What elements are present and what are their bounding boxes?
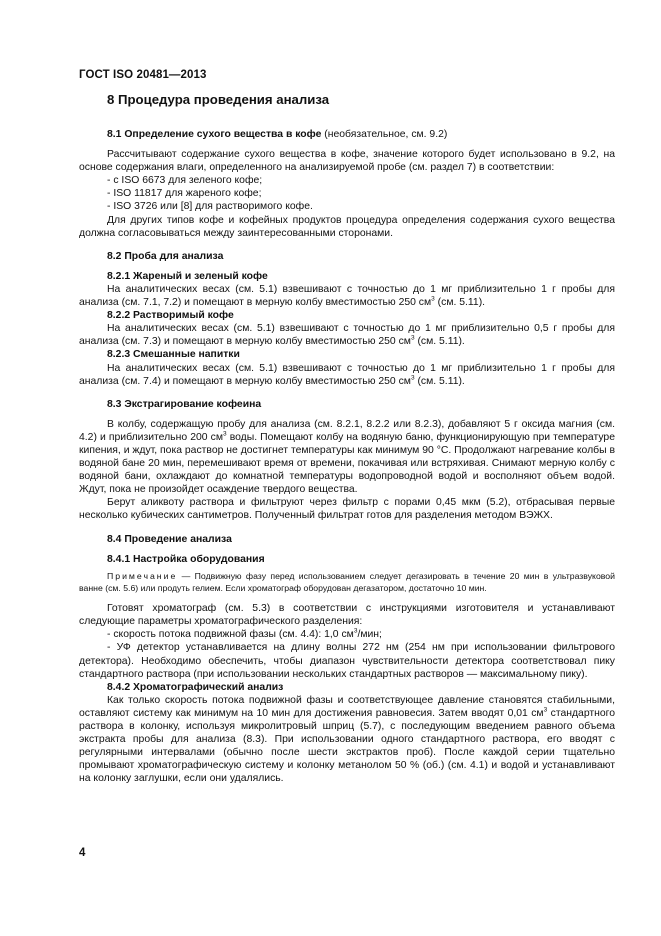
list-item-iso-6673: - с ISO 6673 для зеленого кофе; bbox=[107, 175, 263, 187]
text-8-2-3-a: На аналитических весах (см. 5.1) взвешивают с точностью до 1 мг приблизительно 1 г пробы для анализа (см. 7.4) и помещают в мерную колбу вместимостью 250 см bbox=[79, 362, 615, 387]
text-8-2-2-b: (см. 5.11). bbox=[414, 336, 465, 348]
subsection-8-4-title: 8.4 Проведение анализа bbox=[107, 533, 232, 545]
document-body bbox=[79, 92, 615, 785]
superscript-3: 3 bbox=[222, 430, 227, 438]
text-8-3-a: В колбу, содержащую пробу для анализа (см. 8.2.1, 8.2.2 или 8.2.3), добавляют 5 г оксида магния (см. 4.2) и приблизительно 200 см bbox=[79, 418, 615, 443]
paragraph-8-1-intro: Рассчитывают содержание сухого вещества в кофе, значение которого будет использовано в 9.2, на основе содержания влаги, определенного на анализируемой пробе (см. раздел 7) в соответствии: bbox=[79, 149, 615, 174]
subsection-8-1-title: 8.1 Определение сухого вещества в кофе bbox=[107, 129, 322, 140]
paragraph-8-2-1 bbox=[79, 283, 615, 309]
subsection-8-3-title: 8.3 Экстрагирование кофеина bbox=[107, 398, 262, 410]
page-number: 4 bbox=[79, 847, 86, 859]
subsection-8-1-heading bbox=[79, 128, 615, 141]
paragraph-8-2-2 bbox=[79, 322, 615, 348]
subsection-8-1-note: (необязательное, см. 9.2) bbox=[324, 129, 448, 140]
paragraph-8-4-1-setup: Готовят хроматограф (см. 5.3) в соответствии с инструкциями изготовителя и устанавливают следующие параметры хроматографического разделения: bbox=[79, 603, 615, 628]
subsection-8-2-title: 8.2 Проба для анализа bbox=[107, 250, 224, 262]
text-flow-rate-a: - скорость потока подвижной фазы (см. 4.4): 1,0 см bbox=[107, 629, 354, 641]
text-8-2-1-b: (см. 5.11). bbox=[434, 297, 486, 309]
superscript-3: 3 bbox=[543, 706, 548, 714]
text-8-2-1-a: На аналитических весах (см. 5.1) взвешивают с точностью до 1 мг приблизительно 1 г пробы для анализа (см. 7.1, 7.2) и помещают в мерную колбу вместимостью 250 см bbox=[79, 283, 615, 309]
text-8-2-2-a: На аналитических весах (см. 5.1) взвешивают с точностью до 1 мг приблизительно 0,5 г пробы для анализа (см. 7.3) и помещают в мерную колбу вместимостью 250 см bbox=[79, 323, 615, 348]
subsection-8-2-2-title: 8.2.2 Растворимый кофе bbox=[107, 310, 234, 322]
note-text: — Подвижную фазу перед использованием следует дегазировать в течение 20 мин в ультразвуковой ванне (см. 5.6) или продуть гелием. Если хроматограф оборудован дегазатором, достаточно 10 мин. bbox=[79, 570, 615, 593]
text-flow-rate-b: /мин; bbox=[357, 629, 382, 641]
list-item-flow-rate bbox=[79, 628, 615, 641]
text-8-4-2-b: стандартного раствора в колонку, используя микролитровый шприц (5.7), с последующим введением равного объема экстракта пробы для анализа (8.3). При использовании одного стандартного раствора, его вводят с регулярными интервалами (обычно после шести экстрактов проб). После каждой серии тщательно промывают хроматографическую систему и колонку метанолом 50 % (об.) (см. 4.1) и водой и устанавливают на колонку заглушки, если они удалялись. bbox=[79, 707, 615, 785]
subsection-8-4-1-title: 8.4.1 Настройка оборудования bbox=[107, 553, 265, 565]
superscript-3: 3 bbox=[431, 295, 435, 303]
paragraph-8-4-2-analysis bbox=[79, 694, 615, 786]
document-code-header: ГОСТ ISO 20481—2013 bbox=[79, 69, 207, 81]
note-degassing bbox=[79, 570, 615, 594]
subsection-8-4-2-title: 8.4.2 Хроматографический анализ bbox=[107, 681, 284, 693]
superscript-3: 3 bbox=[410, 374, 415, 382]
superscript-3: 3 bbox=[353, 627, 358, 635]
text-8-3-b: воды. Помещают колбу на водяную баню, функционирующую при температуре кипения, и ждут, пока раствор не достигнет температуры как минимум 90 °С. Продолжают нагревание колбы в водяной бане 20 мин, перемешивают время от времени, покачивая или встряхивая. Снимают мерную колбу с водяной бани, охлаждают до комнатной температуры водопроводной водой и восполняют объем водой. Ждут, пока не произойдет осаждение твердого вещества. bbox=[79, 431, 615, 496]
subsection-8-2-3-title: 8.2.3 Смешанные напитки bbox=[107, 349, 240, 361]
text-8-2-3-b: (см. 5.11). bbox=[414, 375, 465, 387]
list-item-iso-3726: - ISO 3726 или [8] для растворимого кофе. bbox=[107, 201, 313, 213]
paragraph-8-3-extraction bbox=[79, 418, 615, 497]
list-item-uv-detector: - УФ детектор устанавливается на длину волны 272 нм (254 нм при использовании фильтрового детектора). Необходимо обеспечить, чтобы диапазон чувствительности детектора соответствовал пику стандартного раствора (при использовании нескольких стандартных растворов — максимальному пику). bbox=[79, 642, 615, 680]
paragraph-8-3-filtration: Берут аликвоту раствора и фильтруют через фильтр с порами 0,45 мкм (5.2), отбрасывая первые несколько кубических сантиметров. Полученный фильтрат готов для разделения методом ВЭЖХ. bbox=[79, 497, 615, 522]
subsection-8-2-1-title: 8.2.1 Жареный и зеленый кофе bbox=[107, 270, 268, 282]
section-title: 8 Процедура проведения анализа bbox=[107, 92, 330, 107]
note-label: Примечание bbox=[107, 570, 178, 581]
superscript-3: 3 bbox=[410, 334, 415, 342]
paragraph-8-1-other: Для других типов кофе и кофейных продуктов процедура определения содержания сухого вещества должна согласовываться между заинтересованными сторонами. bbox=[79, 214, 615, 239]
text-8-4-2-a: Как только скорость потока подвижной фазы и соответствующее давление становятся стабильными, оставляют систему как минимум на 10 мин для достижения равновесия. Затем вводят 0,01 см bbox=[79, 694, 615, 719]
paragraph-8-2-3 bbox=[79, 362, 615, 388]
list-item-iso-11817: - ISO 11817 для жареного кофе; bbox=[107, 188, 262, 200]
